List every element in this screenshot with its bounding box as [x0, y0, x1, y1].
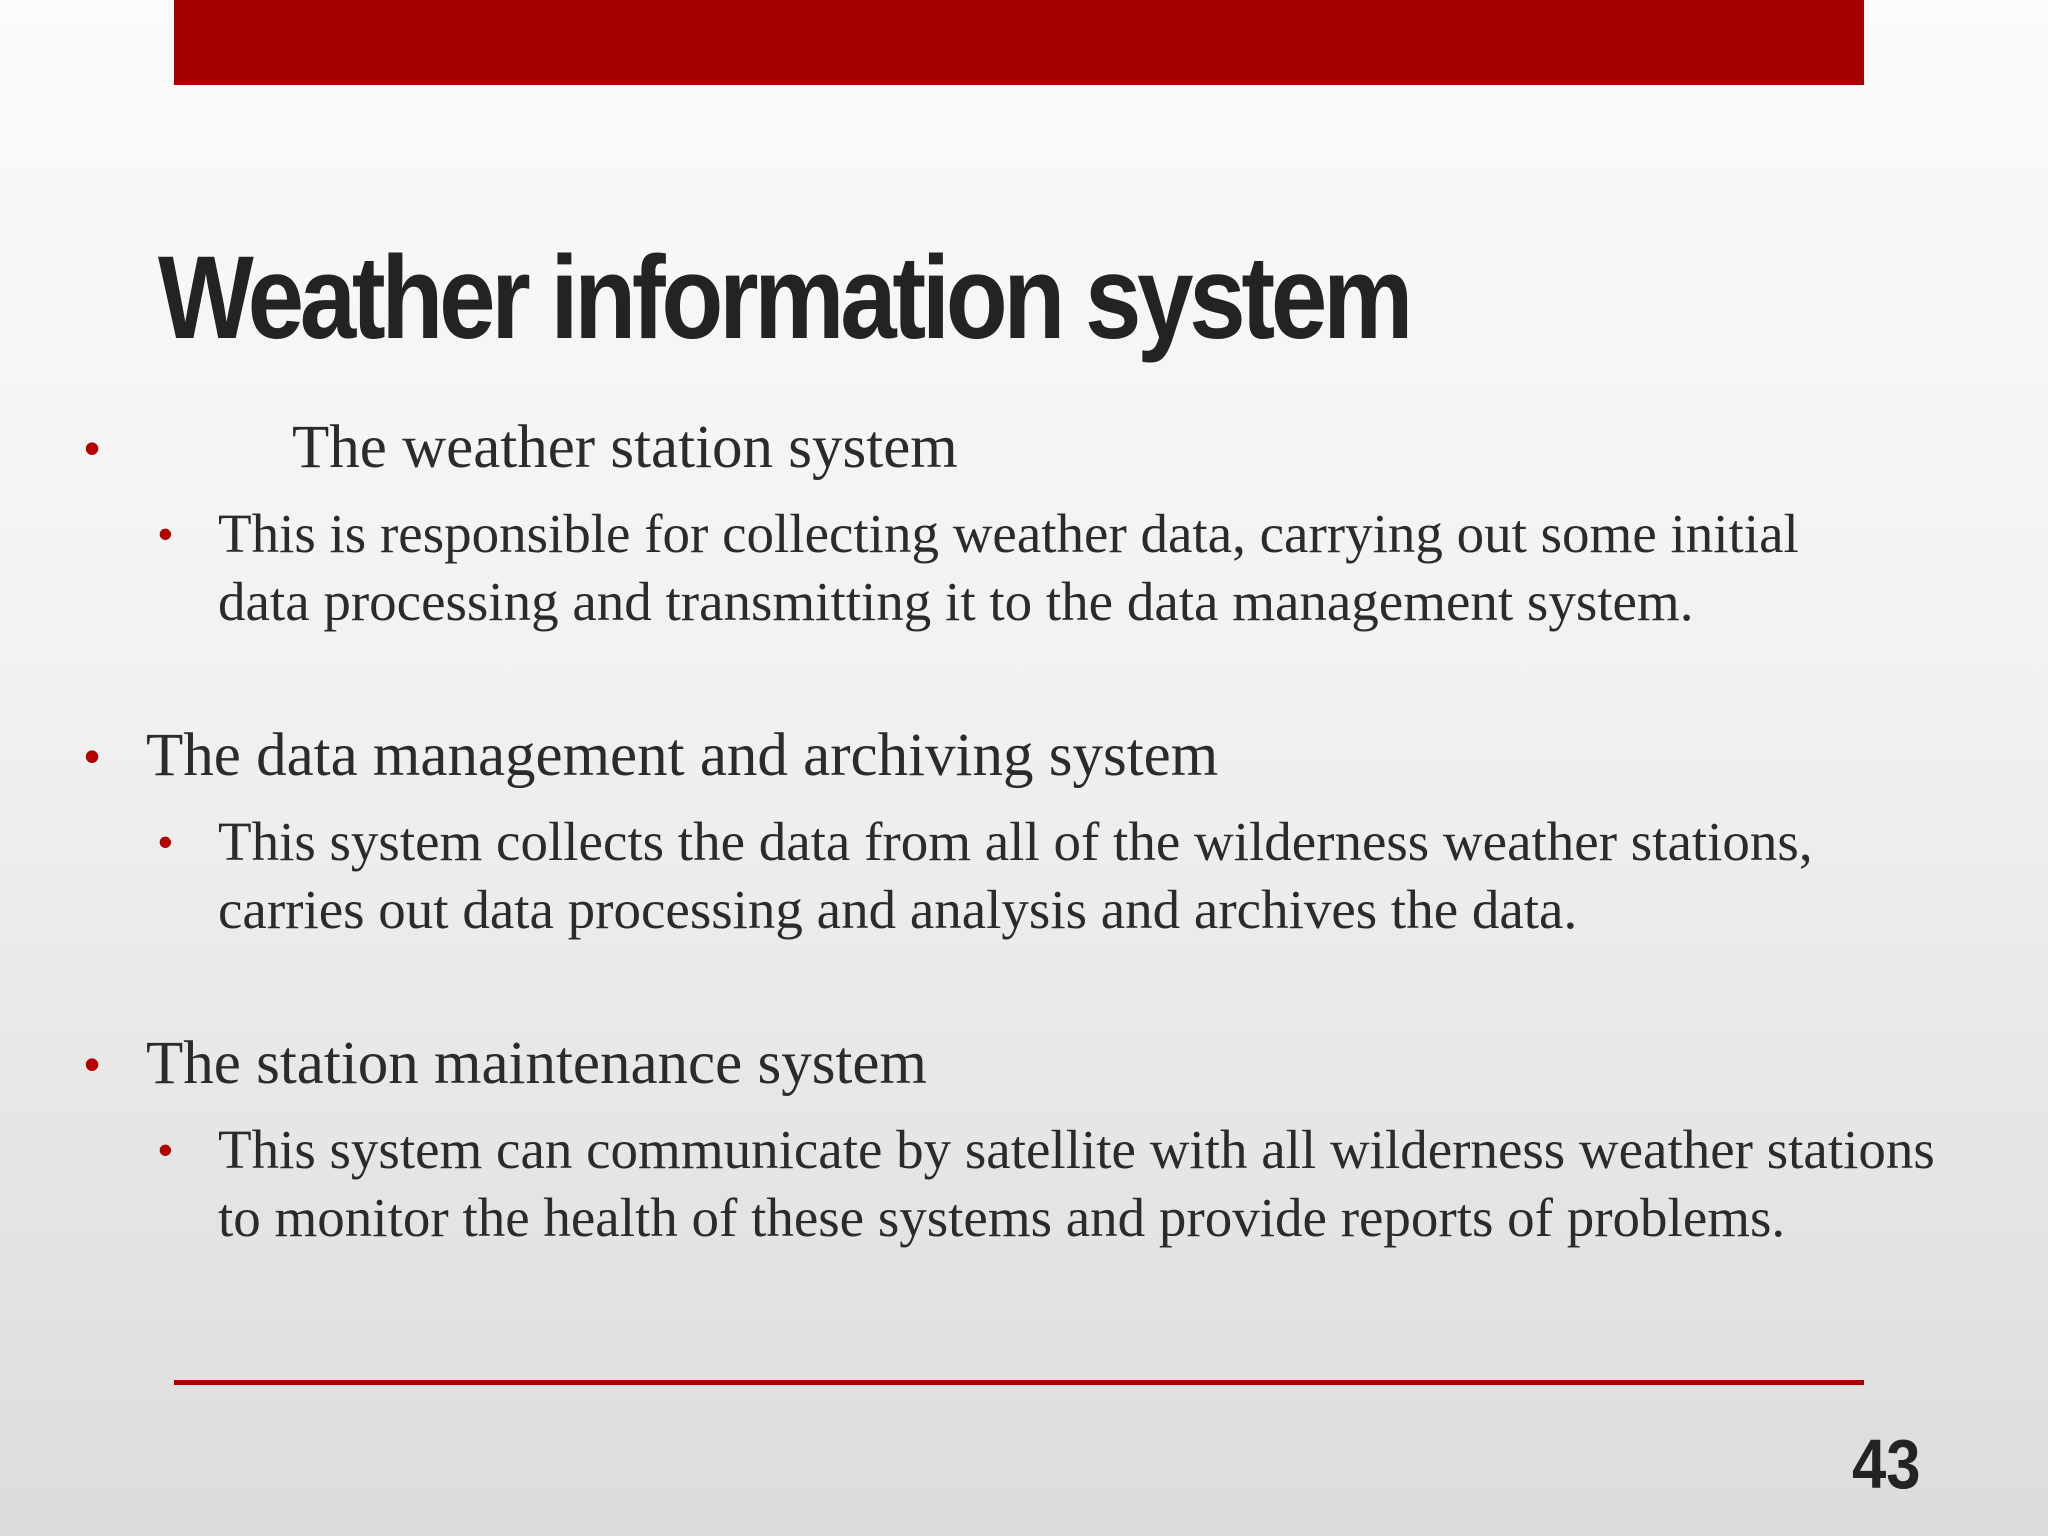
- slide-title: Weather information system: [158, 232, 1410, 364]
- bullet-dot-icon: •: [84, 422, 101, 474]
- bottom-divider: [174, 1380, 1864, 1385]
- sub-bullet-text: This system collects the data from all of the wilderness weather stations, carries out data processing and analysis and archives the data.: [218, 811, 1813, 940]
- sub-bullet-dot-icon: •: [158, 510, 173, 557]
- bullet-heading: The station maintenance system: [146, 1030, 927, 1097]
- sub-bullet-dot-icon: •: [158, 818, 173, 865]
- sub-bullet-text: This system can communicate by satellite with all wilderness weather stations to monitor the health of these systems and provide reports of problems.: [218, 1119, 1935, 1248]
- sub-bullet-text: This is responsible for collecting weather data, carrying out some initial data processing and transmitting it to the data management system.: [218, 503, 1799, 632]
- bullet-heading: The data management and archiving system: [146, 722, 1219, 789]
- bullet-dot-icon: •: [84, 730, 101, 782]
- sub-bullet-dot-icon: •: [158, 1126, 173, 1173]
- bullet-dot-icon: •: [84, 1038, 101, 1090]
- bullet-heading: The weather station system: [292, 414, 958, 481]
- page-number: 43: [1852, 1425, 1921, 1503]
